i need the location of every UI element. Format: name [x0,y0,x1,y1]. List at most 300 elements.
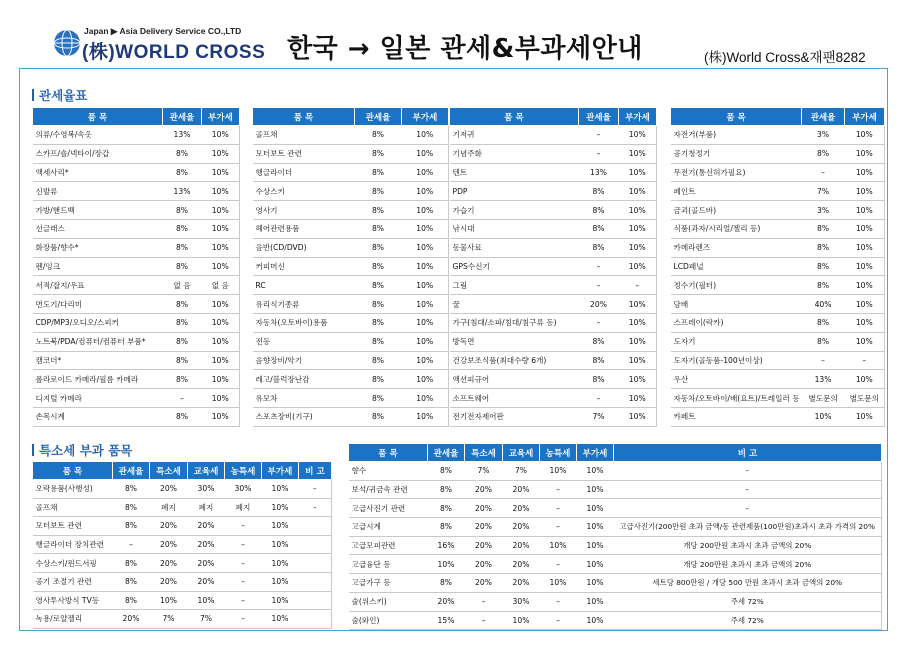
vat-rate: 10% [619,238,657,257]
vat-rate: 10% [402,201,449,220]
column-header: 농특세 [225,462,262,480]
item-name: 폴라로이드 카메라/필름 카메라 [33,370,163,389]
tariff-rate: 7% [579,407,619,426]
tariff-rate: 8% [355,182,402,201]
table-row [450,389,657,408]
tariff-rate: 3% [802,126,845,145]
rate-cell: 20% [465,555,503,574]
table-row [671,276,885,295]
table-row [450,332,657,351]
tariff-rate: 8% [355,126,402,145]
tariff-rate: 8% [355,163,402,182]
item-name: 페인트 [671,182,802,201]
item-name: GPS수신기 [450,257,579,276]
item-name: 보석/귀금속 관련 [349,480,428,499]
table-row [33,517,332,536]
table-header-row [450,108,657,126]
remark [299,554,332,573]
tariff-rate: 8% [163,313,202,332]
item-name: PDP [450,182,579,201]
item-name: 음반(CD/DVD) [253,238,355,257]
tariff-rate: 8% [355,276,402,295]
table-row [349,592,882,611]
tariff-rate: 8% [579,182,619,201]
table-row [450,182,657,201]
item-name: 펜/잉크 [33,257,163,276]
excise-table [348,443,882,630]
section-bar [32,89,34,101]
tariff-rate: 13% [163,182,202,201]
vat-rate: 10% [202,313,240,332]
rate-cell: 20% [465,536,503,555]
table-row [253,313,449,332]
remark [299,517,332,536]
vat-rate: 10% [202,257,240,276]
item-name: 커피머신 [253,257,355,276]
tariff-rate: 8% [163,219,202,238]
rate-cell: 20% [188,554,225,573]
rate-cell: 8% [113,480,150,499]
rate-cell: 20% [150,572,188,591]
vat-rate: 10% [402,257,449,276]
vat-rate: 10% [202,144,240,163]
rate-cell: 8% [428,499,465,518]
table-row [253,201,449,220]
item-name: 레고/블럭장난감 [253,370,355,389]
rate-cell: 10% [262,498,299,517]
vat-rate: 10% [619,144,657,163]
table-row [33,295,240,314]
column-header: 관세율 [355,108,402,126]
rate-cell: 20% [465,574,503,593]
table-row [33,554,332,573]
item-name: 기저귀 [450,126,579,145]
table-row [450,144,657,163]
rate-cell: 20% [188,535,225,554]
item-name: 고급모피관련 [349,536,428,555]
rate-cell: 20% [465,499,503,518]
tariff-rate: 8% [163,407,202,426]
vat-rate: 10% [845,313,885,332]
tariff-rate: 8% [163,163,202,182]
rate-cell: 10% [577,592,614,611]
vat-rate: 10% [619,370,657,389]
tariff-rate: 8% [355,257,402,276]
table-row [33,498,332,517]
item-name: 수상스키/윈드서핑 [33,554,113,573]
table-row [33,313,240,332]
rate-cell: 8% [113,498,150,517]
vat-rate: 10% [619,351,657,370]
item-name: 건강보조식품(최대수량 6개) [450,351,579,370]
table-header-row [253,108,449,126]
table-row [671,295,885,314]
column-header: 관세율 [579,108,619,126]
tariff-rate: – [579,276,619,295]
item-name: 금괴(골드바) [671,201,802,220]
vat-rate: 10% [202,332,240,351]
item-name: 녹용/로얄젤리 [33,610,113,629]
tariff-rate: 별도문의 [802,389,845,408]
table-row [33,370,240,389]
tariff-rate: 8% [579,201,619,220]
vat-rate: 10% [402,351,449,370]
item-name: 무전기(통신허가필요) [671,163,802,182]
item-name: 고급시계 [349,518,428,537]
rate-cell: 7% [150,610,188,629]
table-row [671,144,885,163]
table-row [349,555,882,574]
vat-rate: 별도문의 [845,389,885,408]
item-name: 음향장비/악기 [253,351,355,370]
table-row [450,126,657,145]
tariff-rate: 8% [355,351,402,370]
table-row [450,201,657,220]
rate-cell: – [225,591,262,610]
vat-rate: 10% [619,201,657,220]
table-row [253,389,449,408]
table-row [671,351,885,370]
vat-rate: 10% [845,257,885,276]
item-name: 스포츠장비(기구) [253,407,355,426]
tariff-rate: 8% [579,351,619,370]
table-row [33,591,332,610]
table-row [33,351,240,370]
rate-cell: 7% [188,610,225,629]
item-name: CDP/MP3/오디오/스피커 [33,313,163,332]
rate-cell: 30% [503,592,540,611]
tariff-rate: 8% [163,370,202,389]
rate-cell: 20% [428,592,465,611]
remark: – [299,480,332,499]
tariff-rate: 8% [802,276,845,295]
rate-cell: – [540,480,577,499]
vat-rate: 10% [402,276,449,295]
vat-rate: 10% [619,257,657,276]
column-header: 부가세 [202,108,240,126]
vat-rate: 10% [619,313,657,332]
globe-icon [52,28,82,58]
table-row [349,611,882,630]
table-row [450,295,657,314]
item-name: 고급가구 등 [349,574,428,593]
table-row [253,407,449,426]
item-name: LCD패널 [671,257,802,276]
rate-cell: – [540,555,577,574]
column-header: 관세율 [802,108,845,126]
tariff-rate: 10% [802,407,845,426]
item-name: 공기 조절기 관련 [33,572,113,591]
rate-cell: 10% [262,480,299,499]
vat-rate: 10% [402,332,449,351]
vat-rate: 없 음 [202,276,240,295]
vat-rate: 10% [202,351,240,370]
item-name: 꿀 [450,295,579,314]
column-header: 품 목 [33,462,113,480]
item-name: 유모차 [253,389,355,408]
tariff-rate: 3% [802,201,845,220]
table-header-row [671,108,885,126]
item-name: 모터보트 관련 [253,144,355,163]
vat-rate: 10% [619,407,657,426]
table-row [450,238,657,257]
item-name: 스프레이(락카) [671,313,802,332]
table-row [450,370,657,389]
rate-cell: 20% [503,536,540,555]
vat-rate: 10% [845,201,885,220]
vat-rate: 10% [619,126,657,145]
vat-rate: 10% [619,182,657,201]
vat-rate: 10% [845,332,885,351]
item-name: 가구(침대/소파/침대/침구류 등) [450,313,579,332]
rate-cell: 20% [503,480,540,499]
rate-cell: – [225,535,262,554]
item-name: 자전거(부품) [671,126,802,145]
table-row [450,163,657,182]
table-row [33,407,240,426]
table-row [33,610,332,629]
table-row [253,126,449,145]
vat-rate: – [845,351,885,370]
table-row [253,295,449,314]
tariff-rate: 8% [355,238,402,257]
table-row [33,201,240,220]
rate-cell: 10% [577,499,614,518]
rate-cell: – [540,592,577,611]
vat-rate: – [619,276,657,295]
table-row [33,163,240,182]
item-name: 행글라이더 장치관련 [33,535,113,554]
rate-cell: 20% [188,572,225,591]
item-name: 선글래스 [33,219,163,238]
table-row [253,144,449,163]
column-header: 농특세 [540,444,577,462]
rate-cell: 10% [428,555,465,574]
item-name: 담배 [671,295,802,314]
table-row [671,126,885,145]
tariff-rate: 40% [802,295,845,314]
rate-cell: 10% [540,536,577,555]
remark: 주세 72% [614,592,882,611]
item-name: 정수기(필터) [671,276,802,295]
rate-cell: – [225,572,262,591]
table-row [253,351,449,370]
table-row [671,201,885,220]
item-name: 헤어관련용품 [253,219,355,238]
vat-rate: 10% [202,389,240,408]
tariff-rate: – [802,351,845,370]
item-name: 스카프/숄/넥타이/장갑 [33,144,163,163]
table-row [671,219,885,238]
table-row [349,499,882,518]
rate-cell: 20% [150,535,188,554]
logo-brand: (株)WORLD CROSS [82,42,266,63]
column-header: 특소세 [465,444,503,462]
table-row [253,370,449,389]
tariff-rate: 8% [579,370,619,389]
vat-rate: 10% [845,276,885,295]
remark: 개당 200만원 초과시 초과 금액의 20% [614,536,882,555]
rate-cell: 8% [113,572,150,591]
section-bar [32,444,34,456]
table-row [33,535,332,554]
table-header-row [33,108,240,126]
rate-cell: – [225,554,262,573]
table-row [253,332,449,351]
vat-rate: 10% [202,219,240,238]
item-name: 낚시대 [450,219,579,238]
vat-rate: 10% [402,144,449,163]
tariff-table [32,107,240,427]
tariff-rate: – [579,144,619,163]
remark [299,572,332,591]
rate-cell: – [225,610,262,629]
item-name: 영사투사방식 TV등 [33,591,113,610]
vat-rate: 10% [845,295,885,314]
rate-cell: 10% [262,610,299,629]
tariff-rate: 8% [802,238,845,257]
remark: 개당 200만원 초과시 초과 금액의 20% [614,555,882,574]
rate-cell: 20% [503,499,540,518]
rate-cell: 8% [428,574,465,593]
table-row [450,257,657,276]
table-header-row [349,444,882,462]
remark: – [614,480,882,499]
item-name: 고급사진기 관련 [349,499,428,518]
table-row [671,407,885,426]
vat-rate: 10% [202,295,240,314]
vat-rate: 10% [845,219,885,238]
remark: – [299,498,332,517]
rate-cell: 20% [113,610,150,629]
rate-cell: 20% [503,574,540,593]
item-name: 우산 [671,370,802,389]
rate-cell: 10% [577,518,614,537]
rate-cell: 10% [577,536,614,555]
rate-cell: 8% [428,462,465,481]
item-name: 오락용품(사행성) [33,480,113,499]
item-name: 도자기 [671,332,802,351]
item-name: 액션피규어 [450,370,579,389]
tariff-rate: 8% [355,219,402,238]
table-row [253,163,449,182]
vat-rate: 10% [202,182,240,201]
item-name: 고급융단 등 [349,555,428,574]
rate-cell: – [225,517,262,536]
table-row [450,313,657,332]
company-logo [52,26,266,63]
vat-rate: 10% [402,126,449,145]
rate-cell: 10% [262,572,299,591]
tariff-rate: 8% [355,313,402,332]
item-name: 영사기 [253,201,355,220]
rate-cell: 15% [428,611,465,630]
tariff-rate: 8% [355,295,402,314]
tariff-rate: 8% [579,332,619,351]
section-heading-excise [32,441,132,459]
rate-cell: 10% [577,611,614,630]
table-row [349,574,882,593]
table-row [349,536,882,555]
table-row [33,572,332,591]
table-row [349,480,882,499]
item-name: 화장품/향수* [33,238,163,257]
vat-rate: 10% [845,144,885,163]
item-name: 의류/수영복/속옷 [33,126,163,145]
rate-cell: 7% [503,462,540,481]
table-row [33,276,240,295]
tariff-rate: 13% [579,163,619,182]
rate-cell: 폐지 [150,498,188,517]
column-header: 품 목 [671,108,802,126]
tariff-rate: 8% [802,332,845,351]
table-row [671,389,885,408]
rate-cell: 20% [465,480,503,499]
table-row [33,144,240,163]
remark [299,591,332,610]
tariff-rate: 8% [802,257,845,276]
rate-cell: 30% [225,480,262,499]
tariff-rate: – [802,163,845,182]
column-header: 비 고 [614,444,882,462]
item-name: 그림 [450,276,579,295]
table-row [671,313,885,332]
rate-cell: 8% [428,480,465,499]
rate-cell: 폐지 [225,498,262,517]
table-row [253,276,449,295]
table-row [253,257,449,276]
item-name: 전등 [253,332,355,351]
vat-rate: 10% [202,126,240,145]
tariff-rate: 20% [579,295,619,314]
rate-cell: 10% [577,462,614,481]
item-name: 캠코더* [33,351,163,370]
rate-cell: 10% [540,574,577,593]
item-name: 카메라렌즈 [671,238,802,257]
vat-rate: 10% [619,389,657,408]
logo-tagline: Japan ▶ Asia Delivery Service CO.,LTD [84,26,242,36]
vat-rate: 10% [619,163,657,182]
vat-rate: 10% [402,313,449,332]
item-name: RC [253,276,355,295]
table-row [33,126,240,145]
column-header: 부가세 [577,444,614,462]
rate-cell: 10% [503,611,540,630]
tariff-table [449,107,657,427]
rate-cell: 20% [465,518,503,537]
vat-rate: 10% [845,126,885,145]
rate-cell: 10% [540,462,577,481]
remark: – [614,462,882,481]
vat-rate: 10% [619,332,657,351]
rate-cell: – [465,592,503,611]
tariff-rate: 8% [163,295,202,314]
tariff-rate: 8% [579,219,619,238]
item-name: 카페트 [671,407,802,426]
vat-rate: 10% [402,182,449,201]
table-row [33,389,240,408]
item-name: 소프트웨어 [450,389,579,408]
item-name: 향수 [349,462,428,481]
rate-cell: 7% [465,462,503,481]
column-header: 부가세 [845,108,885,126]
vat-rate: 10% [202,407,240,426]
table-row [450,351,657,370]
tariff-rate: 8% [355,201,402,220]
table-row [33,182,240,201]
rate-cell: 8% [113,554,150,573]
vat-rate: 10% [402,163,449,182]
